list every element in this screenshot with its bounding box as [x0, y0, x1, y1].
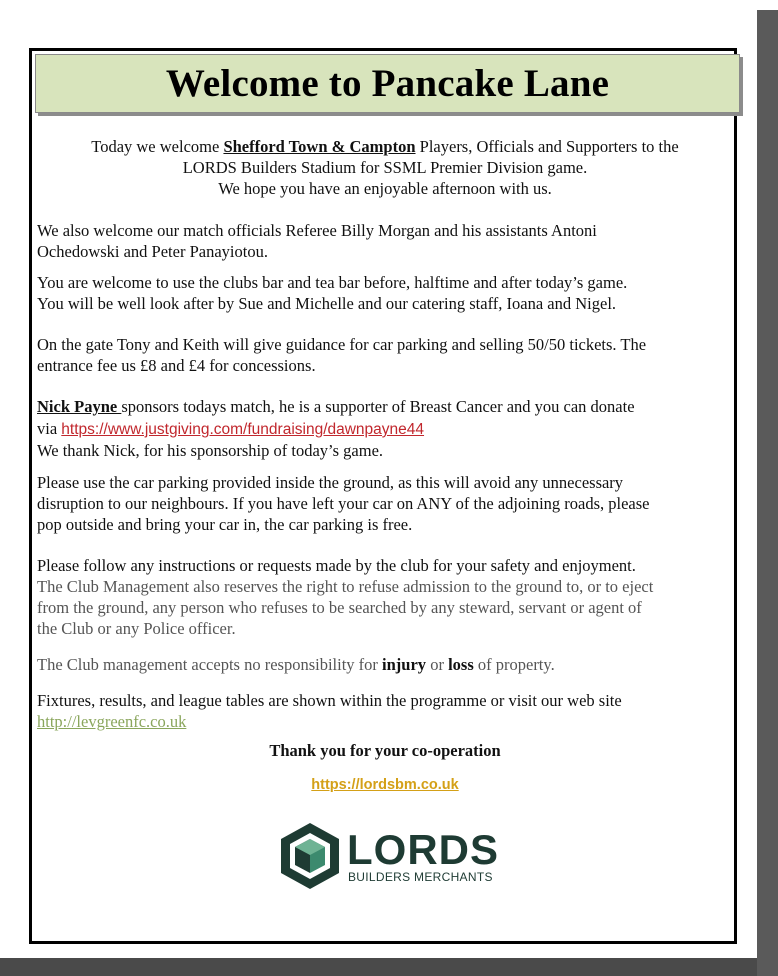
intro-line-2: LORDS Builders Stadium for SSML Premier Division game. — [182, 158, 588, 177]
justgiving-link[interactable]: https://www.justgiving.com/fundraising/dawnpayne44 — [61, 421, 425, 438]
sponsor-via: via — [37, 419, 62, 438]
liability-injury: injury — [382, 655, 427, 674]
parking-paragraph — [37, 472, 737, 535]
gate-line-1: On the gate Tony and Keith will give guidance for car parking and selling 50/50 tickets. The — [37, 335, 647, 354]
instructions-line-1: Please follow any instructions or requests made by the club for your safety and enjoyment. — [37, 556, 636, 575]
gate-line-2: entrance fee us £8 and £4 for concessions. — [37, 356, 316, 375]
instructions-line-4: the Club or any Police officer. — [37, 619, 236, 638]
liability-text: or — [426, 655, 449, 674]
liability-loss: loss — [448, 655, 474, 674]
instructions-paragraph — [37, 555, 737, 639]
officials-line-1: We also welcome our match officials Referee Billy Morgan and his assistants Antoni — [37, 221, 597, 240]
bar-paragraph — [37, 272, 737, 314]
page-edge-bottom — [0, 958, 757, 976]
parking-line-1: Please use the car parking provided inside the ground, as this will avoid any unnecessary — [37, 473, 624, 492]
liability-text: of property. — [473, 655, 555, 674]
parking-line-2: disruption to our neighbours. If you have left your car on ANY of the adjoining roads, please — [37, 494, 650, 513]
officials-line-2: Ochedowski and Peter Panayiotou. — [37, 242, 268, 261]
parking-line-3: pop outside and bring your car in, the car parking is free. — [37, 515, 413, 534]
sponsor-thanks: We thank Nick, for his sponsorship of today’s game. — [37, 441, 384, 460]
lords-logo-subtitle: BUILDERS MERCHANTS — [348, 870, 493, 884]
lords-website-link[interactable]: https://lordsbm.co.uk — [311, 777, 459, 793]
sponsor-line-2 — [37, 418, 737, 440]
officials-paragraph — [37, 220, 737, 262]
fixtures-paragraph — [37, 690, 737, 732]
sponsor-paragraph — [37, 396, 737, 461]
visiting-team: Shefford Town & Campton — [223, 137, 416, 156]
gate-paragraph — [37, 334, 737, 376]
intro-paragraph — [38, 136, 732, 199]
sponsor-text: sponsors todays match, he is a supporter of Breast Cancer and you can donate — [121, 397, 635, 416]
page-title: Welcome to Pancake Lane — [165, 62, 610, 105]
title-banner — [35, 54, 740, 113]
instructions-line-2: The Club Management also reserves the right to refuse admission to the ground to, or to eject — [37, 577, 654, 596]
intro-text: Today we welcome — [91, 137, 224, 156]
fixtures-line-1: Fixtures, results, and league tables are shown within the programme or visit our web site — [37, 691, 622, 710]
instructions-line-3: from the ground, any person who refuses to be searched by any steward, servant or agent of — [37, 598, 642, 617]
page-edge-right — [757, 0, 778, 976]
lords-logo — [279, 821, 499, 891]
lords-cube-icon — [279, 821, 341, 891]
intro-line-1 — [38, 136, 732, 157]
bar-line-1: You are welcome to use the clubs bar and tea bar before, halftime and after today’s game. — [37, 273, 628, 292]
thank-you-text: Thank you for your co-operation — [269, 741, 501, 760]
sponsor-line-1 — [37, 396, 737, 417]
club-website-link[interactable]: http://levgreenfc.co.uk — [37, 712, 187, 731]
sponsor-name: Nick Payne — [37, 397, 122, 416]
liability-paragraph — [37, 654, 737, 675]
intro-line-3: We hope you have an enjoyable afternoon with us. — [218, 179, 552, 198]
liability-text: The Club management accepts no responsibility for — [37, 655, 383, 674]
page-corner — [757, 0, 778, 10]
bar-line-2: You will be well look after by Sue and Michelle and our catering staff, Ioana and Nigel. — [37, 294, 617, 313]
intro-text: Players, Officials and Supporters to the — [415, 137, 679, 156]
lords-logo-wordmark: LORDS — [347, 826, 499, 873]
